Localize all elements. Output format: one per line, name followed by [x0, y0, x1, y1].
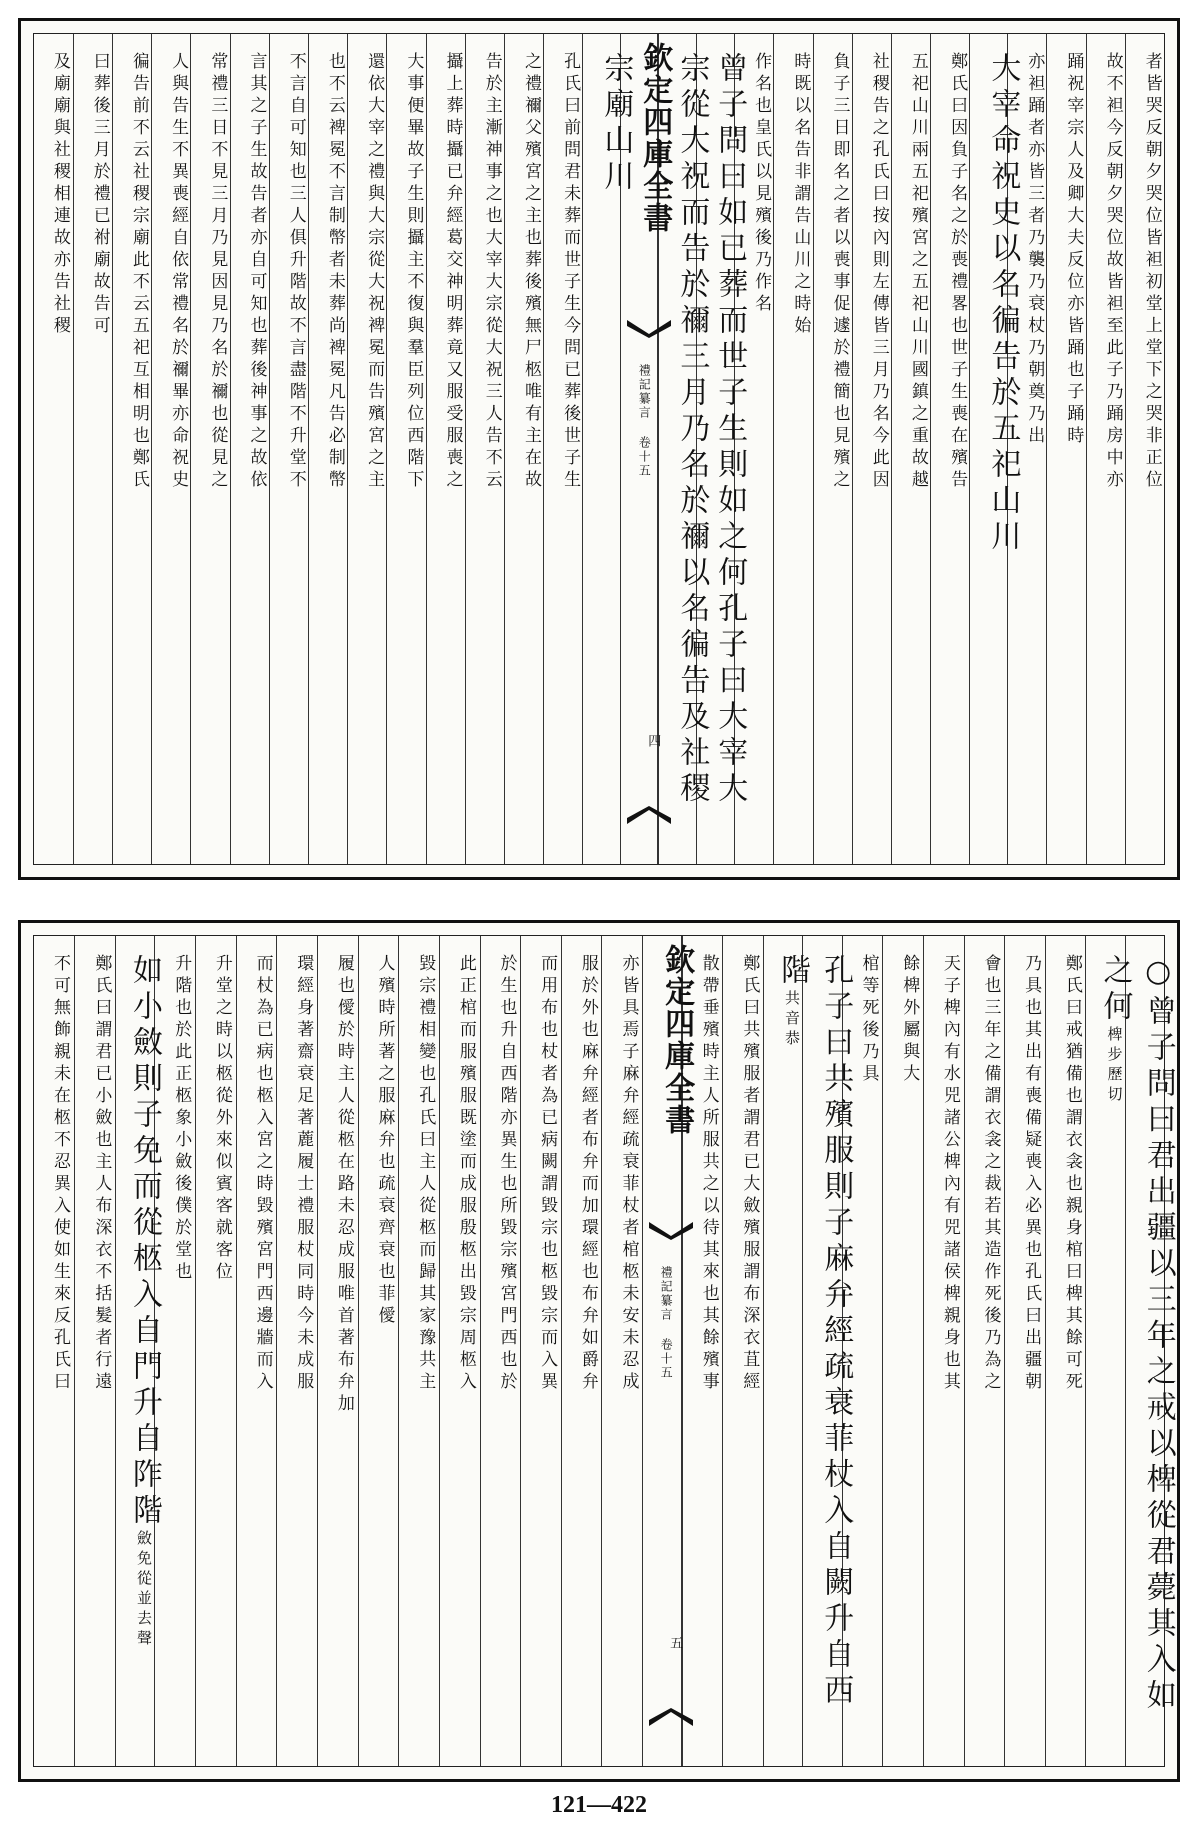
commentary-column: [34, 34, 73, 864]
commentary-column: [964, 936, 1005, 1766]
commentary-text: 人殯時所著之服麻弁也疏衰齊衰也菲僾: [374, 954, 395, 1328]
commentary-text: 不可無飾親未在柩不忍異入使如生來反孔氏曰: [49, 954, 70, 1394]
commentary-text: 天子椑內有水兕諸公椑內有兕諸侯椑親身也其: [939, 954, 960, 1394]
commentary-column: [480, 936, 521, 1766]
commentary-column: [317, 936, 358, 1766]
commentary-text: 故不袒今反朝夕哭位故皆袒至此子乃踊房中亦: [1102, 52, 1123, 492]
commentary-text: 履也僾於時主人從柩在路未忍成服唯首著布弁加: [333, 954, 354, 1416]
commentary-text: 此正棺而服殯服既塗而成服殷柩出毀宗周柩入: [455, 954, 476, 1394]
commentary-text: 者皆哭反朝夕哭位皆袒初堂上堂下之哭非正位: [1141, 52, 1162, 492]
fish-tail-mark-icon: [649, 1222, 693, 1240]
commentary-column: [426, 34, 465, 864]
commentary-column: [520, 936, 561, 1766]
main-text-column: [115, 936, 162, 1766]
commentary-column: [347, 34, 386, 864]
commentary-text: 不言自可知也三人俱升階故不言盡階不升堂不: [285, 52, 306, 492]
commentary-text: 而用布也杖者為已病闕謂毀宗也柩毀宗而入異: [537, 954, 558, 1394]
commentary-column: [852, 34, 891, 864]
pronunciation-note: 椑步歷切: [1105, 1026, 1124, 1106]
commentary-column: [1086, 34, 1125, 864]
commentary-text: 之禮禰父殯宮之主也葬後殯無尸柩唯有主在故: [520, 52, 541, 492]
commentary-column: [190, 34, 229, 864]
commentary-text: 於生也升自西階亦異生也所毀宗殯宮門西也於: [496, 954, 517, 1394]
commentary-column: [561, 936, 602, 1766]
commentary-text: 散帶垂殯時主人所服共之以待其來也其餘殯事: [698, 954, 719, 1394]
page-number: 四: [645, 734, 661, 747]
commentary-text: 會也三年之備謂衣衾之裁若其造作死後乃為之: [980, 954, 1001, 1394]
commentary-column: [236, 936, 277, 1766]
commentary-text: 徧告前不云社稷宗廟此不云五祀互相明也鄭氏: [128, 52, 149, 492]
commentary-column: [276, 936, 317, 1766]
commentary-column: [773, 34, 812, 864]
commentary-column: [398, 936, 439, 1766]
commentary-text: 時既以名告非謂告山川之時始: [790, 52, 811, 338]
commentary-column: [1045, 936, 1086, 1766]
commentary-text: 升階也於此正柩象小斂後僕於堂也: [171, 954, 192, 1284]
pronunciation-note: 共音恭: [783, 990, 801, 1050]
page-footer-number: 121—422: [551, 1792, 647, 1818]
commentary-text: 負子三日即名之者以喪事促遽於禮簡也見殯之: [829, 52, 850, 492]
commentary-text: 及廟廟與社稷相連故亦告社稷: [49, 52, 70, 338]
commentary-column: [930, 34, 969, 864]
page-number: 五: [667, 1636, 683, 1649]
lower-page-columns: [34, 936, 1176, 1766]
pronunciation-note: 斂免從並去聲: [134, 1530, 153, 1650]
commentary-text: 社稷告之孔氏曰按內則左傳皆三月乃名今此因: [868, 52, 889, 492]
commentary-text: 曰葬後三月於禮已祔廟故告可: [89, 52, 110, 338]
commentary-column: [923, 936, 964, 1766]
commentary-text: 餘椑外屬與大: [899, 954, 920, 1086]
commentary-column: [74, 936, 115, 1766]
main-text: 如小斂則子免而從柩入自門升自阼階: [126, 954, 162, 1530]
commentary-column: [151, 34, 190, 864]
commentary-column: [112, 34, 151, 864]
commentary-column: [504, 34, 543, 864]
commentary-text: 乃具也其出有喪備疑喪入必異也孔氏曰出疆朝: [1021, 954, 1042, 1394]
fish-tail-mark-bottom-icon: [649, 1708, 693, 1726]
commentary-column: [813, 34, 852, 864]
commentary-text: 毀宗禮相變也孔氏曰主人從柩而歸其家豫共主: [415, 954, 436, 1394]
commentary-text: 亦皆具焉子麻弁經疏衰菲杖者棺柩未安未忍成: [618, 954, 639, 1394]
main-text-column: [582, 34, 634, 864]
main-text-column: [802, 936, 854, 1766]
commentary-text: 五祀山川兩五祀殯宮之五祀山川國鎮之重故越: [907, 52, 928, 492]
commentary-text: 大事便畢故子生則攝主不復與羣臣列位西階下: [403, 52, 424, 492]
commentary-column: [386, 34, 425, 864]
commentary-text: 人與告生不異喪經自依常禮名於禰畢亦命祝史: [168, 52, 189, 492]
main-text: 階: [775, 954, 810, 990]
center-margin: [642, 936, 695, 1766]
main-text: ○曾子問曰君出疆以三年之戒以椑從君薨其入如: [1140, 954, 1176, 1715]
commentary-text: 升堂之時以柩從外來似賓客就客位: [211, 954, 232, 1284]
main-text: 宗從大祝而告於禰三月乃名於禰以名徧告及社稷: [674, 52, 710, 808]
commentary-text: 還依大宰之禮與大宗從大祝裨冕而告殯宮之主: [364, 52, 385, 492]
main-text-column: [763, 936, 810, 1766]
commentary-text: 攝上葬時攝已弁經葛交神明葬竟又服受服喪之: [442, 52, 463, 492]
collection-title: 欽定四庫全書: [659, 944, 695, 1136]
fish-tail-mark-bottom-icon: [627, 806, 671, 824]
volume-label: 禮記纂言 卷十五: [659, 1266, 674, 1380]
commentary-text: 服於外也麻弁經者布弁而加環經也布弁如爵弁: [577, 954, 598, 1394]
commentary-column: [1125, 34, 1164, 864]
commentary-column: [358, 936, 399, 1766]
commentary-column: [882, 936, 923, 1766]
main-text: 大宰命祝史以名徧告於五祀山川: [985, 52, 1021, 556]
upper-page-columns: [34, 34, 1164, 864]
lower-page: [18, 920, 1180, 1782]
main-text-column: [969, 34, 1021, 864]
commentary-column: [439, 936, 480, 1766]
commentary-column: [269, 34, 308, 864]
main-text: 孔子曰共殯服則子麻弁經疏衰菲杖入自闕升自西: [818, 954, 854, 1710]
fish-tail-mark-icon: [627, 320, 671, 338]
commentary-column: [465, 34, 504, 864]
commentary-column: [1046, 34, 1085, 864]
commentary-column: [601, 936, 642, 1766]
commentary-column: [1004, 936, 1045, 1766]
commentary-text: 鄭氏曰共殯服者謂君已大斂殯服謂布深衣苴經: [739, 954, 760, 1394]
main-text-column: [1085, 936, 1133, 1766]
commentary-text: 孔氏曰前問君未葬而世子生今問已葬後世子生: [560, 52, 581, 492]
commentary-column: [722, 936, 763, 1766]
upper-page: [18, 18, 1180, 880]
commentary-text: 告於主漸神事之也大宰大宗從大祝三人告不云: [481, 52, 502, 492]
commentary-text: 棺等死後乃具: [858, 954, 879, 1086]
commentary-text: 鄭氏曰謂君已小斂也主人布深衣不括髮者行遠: [91, 954, 112, 1394]
commentary-column: [195, 936, 236, 1766]
commentary-column: [73, 34, 112, 864]
volume-label: 禮記纂言 卷十五: [637, 364, 652, 478]
commentary-column: [230, 34, 269, 864]
commentary-text: 鄭氏曰戒猶備也謂衣衾也親身棺曰椑其餘可死: [1061, 954, 1082, 1394]
main-text: 宗廟山川: [598, 52, 634, 196]
commentary-column: [543, 34, 582, 864]
main-text: 曾子問曰如已葬而世子生則如之何孔子曰大宰大: [712, 52, 748, 808]
commentary-text: 言其之子生故告者亦自可知也葬後神事之故依: [246, 52, 267, 492]
commentary-column: [308, 34, 347, 864]
collection-title: 欽定四庫全書: [637, 42, 673, 234]
commentary-column: [891, 34, 930, 864]
commentary-text: 踊祝宰宗人及卿大夫反位亦皆踊也子踊時: [1063, 52, 1084, 448]
main-text: 之何: [1097, 954, 1133, 1026]
commentary-text: 而杖為已病也柩入宮之時毀殯宮門西邊牆而入: [252, 954, 273, 1394]
commentary-text: 環經身著齋衰足著蔍履士禮服杖同時今未成服: [293, 954, 314, 1394]
commentary-text: 鄭氏曰因負子名之於喪禮畧也世子生喪在殯告: [947, 52, 968, 492]
commentary-column: [34, 936, 74, 1766]
commentary-text: 亦袒踊者亦皆三者乃襲乃衰杖乃朝奠乃出: [1024, 52, 1045, 448]
commentary-text: 也不云裨冕不言制幣者未葬尚裨冕凡告必制幣: [324, 52, 345, 492]
commentary-text: 常禮三日不見三月乃見因見乃名於禰也從見之: [207, 52, 228, 492]
commentary-text: 作名也皇氏以見殯後乃作名: [751, 52, 772, 316]
